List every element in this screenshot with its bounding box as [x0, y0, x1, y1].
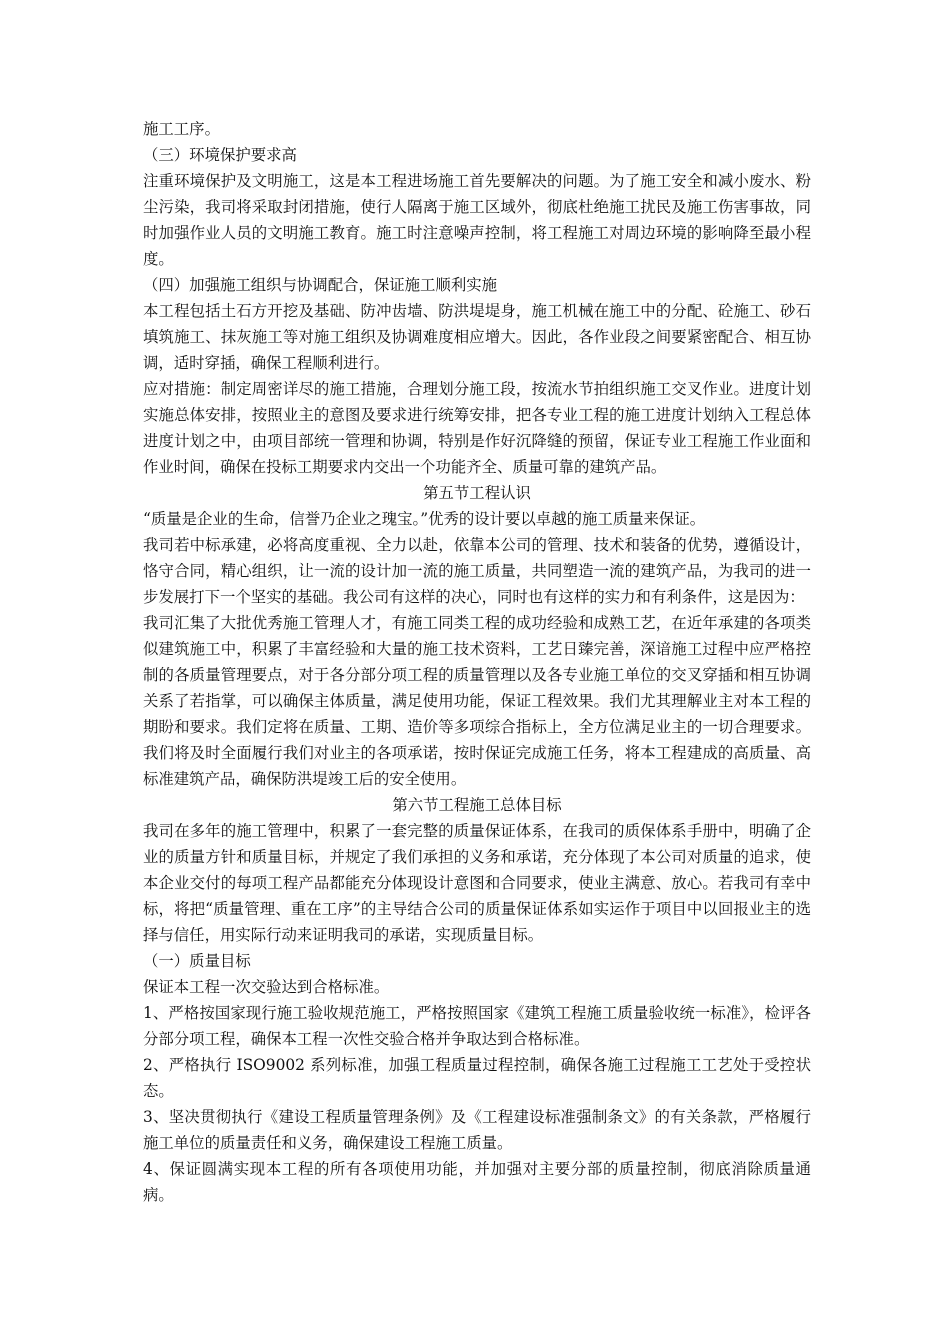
paragraph-quote: “质量是企业的生命，信誉乃企业之瑰宝。”优秀的设计要以卓越的施工质量来保证。 [143, 510, 706, 528]
paragraph-quality-goal: 保证本工程一次交验达到合格标准。 [143, 978, 390, 996]
section-heading-quality-goal: （一）质量目标 [143, 952, 251, 970]
paragraph-quality-system: 我司在多年的施工管理中，积累了一套完整的质量保证体系，在我司的质保体系手册中，明确了企业的质量方针和质量目标，并规定了我们承担的义务和承诺，充分体现了本公司对质量的追求，使本企业交付的每项工程产品都能充分体现设计意图和合同要求，使业主满意、放心。若我司有幸中标，将把“质量管理、重在工序”的主导结合公司的质量保证体系如实运作于项目中以回报业主的选择与信任，用实际行动来证明我司的承诺，实现质量目标。 [143, 822, 811, 944]
section-heading-coordination: （四）加强施工组织与协调配合，保证施工顺利实施 [143, 276, 497, 294]
paragraph-commitment: 我司若中标承建，必将高度重视、全力以赴，依靠本公司的管理、技术和装备的优势，遵循设计，恪守合同，精心组织，让一流的设计加一流的施工质量，共同塑造一流的建筑产品，为我司的进一步发展打下一个坚实的基础。我公司有这样的决心，同时也有这样的实力和有利条件，这是因为： [143, 536, 811, 606]
section-heading-environment: （三）环境保护要求高 [143, 146, 297, 164]
document-page [143, 116, 811, 1208]
paragraph-measures: 应对措施：制定周密详尽的施工措施，合理划分施工段，按流水节拍组织施工交叉作业。进度计划实施总体安排，按照业主的意图及要求进行统筹安排，把各专业工程的施工进度计划纳入工程总体进度计划之中，由项目部统一管理和协调，特别是作好沉降缝的预留，保证专业工程施工作业面和作业时间，确保在投标工期要求内交出一个功能齐全、质量可靠的建筑产品。 [143, 380, 811, 476]
paragraph-environment: 注重环境保护及文明施工，这是本工程进场施工首先要解决的问题。为了施工安全和减小废水、粉尘污染，我司将采取封闭措施，使行人隔离于施工区域外，彻底杜绝施工扰民及施工伤害事故，同时加强作业人员的文明施工教育。施工时注意噪声控制，将工程施工对周边环境的影响降至最小程度。 [143, 172, 811, 268]
chapter-title-section-5: 第五节工程认识 [423, 484, 531, 502]
list-item-4: 4、保证圆满实现本工程的所有各项使用功能，并加强对主要分部的质量控制，彻底消除质量通病。 [143, 1160, 811, 1204]
list-item-2: 2、严格执行 ISO9002 系列标准，加强工程质量过程控制，确保各施工过程施工工艺处于受控状态。 [143, 1056, 811, 1100]
list-item-1: 1、严格按国家现行施工验收规范施工，严格按照国家《建筑工程施工质量验收统一标准》，检评各分部分项工程，确保本工程一次性交验合格并争取达到合格标准。 [143, 1004, 811, 1048]
chapter-title-section-6: 第六节工程施工总体目标 [392, 796, 562, 814]
paragraph-intro-fragment: 施工工序。 [143, 120, 220, 138]
paragraph-coordination: 本工程包括土石方开挖及基础、防冲齿墙、防洪堤堤身，施工机械在施工中的分配、砼施工、砂石填筑施工、抹灰施工等对施工组织及协调难度相应增大。因此，各作业段之间要紧密配合、相互协调，适时穿插，确保工程顺利进行。 [143, 302, 811, 372]
paragraph-experience: 我司汇集了大批优秀施工管理人才，有施工同类工程的成功经验和成熟工艺，在近年承建的各项类似建筑施工中，积累了丰富经验和大量的施工技术资料，工艺日臻完善，深谙施工过程中应严格控制的各质量管理要点，对于各分部分项工程的质量管理以及各专业施工单位的交叉穿插和相互协调关系了若指掌，可以确保主体质量，满足使用功能，保证工程效果。我们尤其理解业主对本工程的期盼和要求。我们定将在质量、工期、造价等多项综合指标上，全方位满足业主的一切合理要求。我们将及时全面履行我们对业主的各项承诺，按时保证完成施工任务，将本工程建成的高质量、高标准建筑产品，确保防洪堤竣工后的安全使用。 [143, 614, 811, 788]
list-item-3: 3、坚决贯彻执行《建设工程质量管理条例》及《工程建设标准强制条文》的有关条款，严格履行施工单位的质量责任和义务，确保建设工程施工质量。 [143, 1108, 811, 1152]
